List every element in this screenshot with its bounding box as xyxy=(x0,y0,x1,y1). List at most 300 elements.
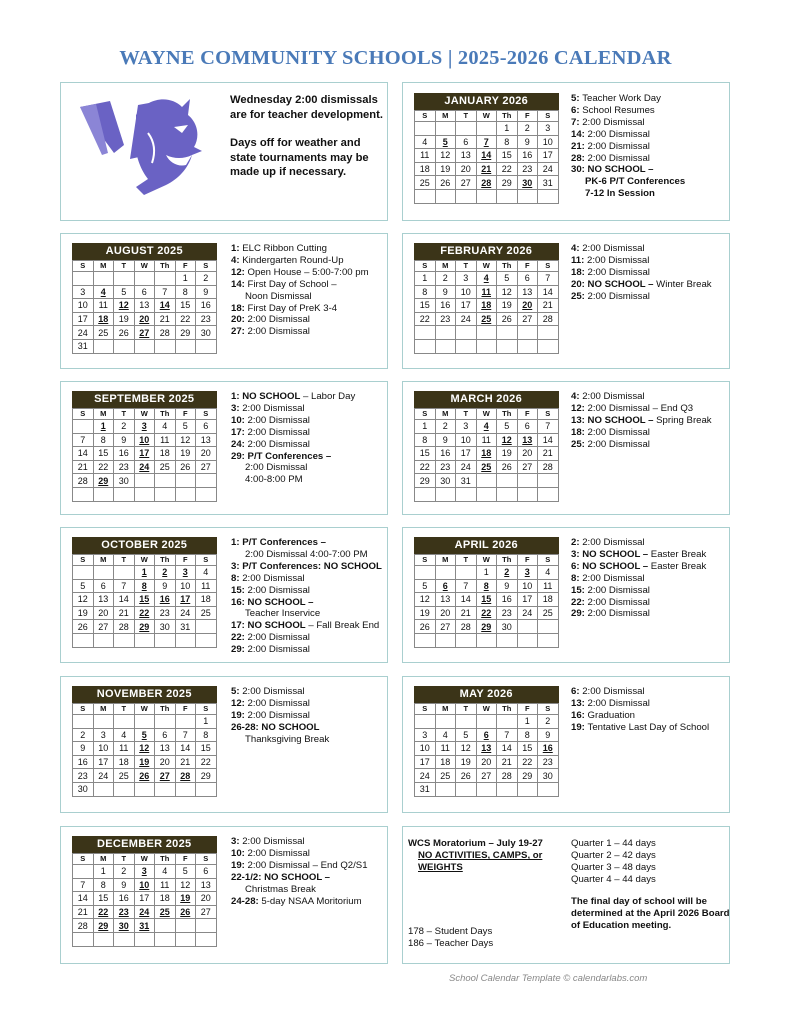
event-line xyxy=(231,462,355,474)
day-cell: 3 xyxy=(93,728,114,742)
day-cell: 11 xyxy=(435,742,456,756)
event-line xyxy=(571,585,706,597)
event-text: 2:00 Dismissal xyxy=(587,426,650,438)
event-text-suffix: Winter Break xyxy=(653,278,712,290)
weekday-header: T xyxy=(114,261,135,272)
day-cell: 9 xyxy=(73,742,94,756)
empty-day-cell xyxy=(134,782,155,796)
empty-day-cell xyxy=(538,326,559,340)
day-cell: 30 xyxy=(538,769,559,783)
event-text: 2:00 Dismissal xyxy=(582,686,645,697)
day-cell: 13 xyxy=(134,299,155,313)
day-cell: 18 xyxy=(196,593,217,607)
event-text: 2:00 Dismissal xyxy=(247,438,310,450)
event-text: 2:00 Dismissal xyxy=(587,254,650,266)
day-cell: 19 xyxy=(497,299,518,313)
weekday-header: M xyxy=(435,704,456,715)
month-grid-aug xyxy=(72,260,217,354)
day-cell: 3 xyxy=(73,285,94,299)
empty-day-cell xyxy=(73,932,94,946)
event-text: 2:00 Dismissal xyxy=(247,847,310,859)
day-cell: 15 xyxy=(93,447,114,461)
event-date: 6: xyxy=(571,560,583,572)
event-line xyxy=(571,686,709,698)
day-cell: 16 xyxy=(73,755,94,769)
weekday-header: Th xyxy=(155,704,176,715)
event-line xyxy=(231,573,382,585)
empty-day-cell xyxy=(134,715,155,729)
day-cell: 23 xyxy=(155,606,176,620)
day-cell: 21 xyxy=(456,606,477,620)
day-cell: 1 xyxy=(196,715,217,729)
day-cell: 19 xyxy=(497,447,518,461)
day-cell: 26 xyxy=(497,312,518,326)
day-cell: 3 xyxy=(456,272,477,286)
day-cell: 5 xyxy=(497,420,518,434)
weekday-header: Th xyxy=(155,555,176,566)
day-cell: 11 xyxy=(415,149,436,163)
day-cell: 26 xyxy=(134,769,155,783)
event-text: NO SCHOOL – xyxy=(582,548,649,560)
day-cell: 10 xyxy=(415,742,436,756)
day-cell: 16 xyxy=(155,593,176,607)
empty-day-cell xyxy=(456,566,477,580)
day-cell: 16 xyxy=(114,892,135,906)
empty-day-cell xyxy=(415,339,436,353)
month-grid-nov xyxy=(72,703,217,797)
day-cell: 24 xyxy=(175,606,196,620)
month-header-feb: FEBRUARY 2026 xyxy=(414,243,559,260)
day-cell: 17 xyxy=(93,755,114,769)
day-cell: 25 xyxy=(114,769,135,783)
event-text: Kindergarten Round-Up xyxy=(242,254,344,266)
weekday-header: T xyxy=(114,409,135,420)
weekday-header: F xyxy=(175,704,196,715)
event-line xyxy=(571,129,685,141)
day-cell: 6 xyxy=(456,135,477,149)
day-cell: 20 xyxy=(517,447,538,461)
empty-day-cell xyxy=(476,189,497,203)
weekday-header: S xyxy=(73,704,94,715)
day-cell: 5 xyxy=(175,865,196,879)
day-cell: 2 xyxy=(196,272,217,286)
wildcat-devil-logo-icon xyxy=(78,93,208,199)
event-date: 20: xyxy=(571,278,588,290)
empty-day-cell xyxy=(134,932,155,946)
day-cell: 11 xyxy=(114,742,135,756)
empty-day-cell xyxy=(155,782,176,796)
weekday-header: S xyxy=(538,111,559,122)
event-line xyxy=(231,326,369,338)
event-line xyxy=(571,722,709,734)
event-line xyxy=(231,255,369,267)
day-cell: 31 xyxy=(73,339,94,353)
weekday-header: W xyxy=(476,261,497,272)
event-line xyxy=(231,644,382,656)
empty-day-cell xyxy=(476,633,497,647)
empty-day-cell xyxy=(476,715,497,729)
day-cell: 18 xyxy=(415,162,436,176)
weekday-header: S xyxy=(73,555,94,566)
event-text: Christmas Break xyxy=(245,883,316,895)
event-line xyxy=(571,403,712,415)
day-cell: 3 xyxy=(175,566,196,580)
empty-day-cell xyxy=(73,566,94,580)
event-date: 21: xyxy=(571,140,588,152)
weekday-header: M xyxy=(435,261,456,272)
weekday-header: W xyxy=(476,704,497,715)
empty-day-cell xyxy=(435,782,456,796)
event-line xyxy=(571,176,685,188)
day-cell: 17 xyxy=(517,593,538,607)
empty-day-cell xyxy=(435,339,456,353)
weekday-header: W xyxy=(134,409,155,420)
day-cell: 24 xyxy=(415,769,436,783)
day-cell: 5 xyxy=(134,728,155,742)
day-cell: 9 xyxy=(114,878,135,892)
day-cell: 9 xyxy=(497,579,518,593)
day-cell: 26 xyxy=(73,620,94,634)
empty-day-cell xyxy=(497,326,518,340)
event-line xyxy=(571,439,712,451)
day-cell: 10 xyxy=(517,579,538,593)
day-cell: 22 xyxy=(134,606,155,620)
empty-day-cell xyxy=(73,633,94,647)
event-text: 5-day NSAA Moritorium xyxy=(261,895,362,907)
weekday-header: S xyxy=(73,261,94,272)
day-cell: 3 xyxy=(538,122,559,136)
event-date: 14: xyxy=(571,128,588,140)
day-cell: 15 xyxy=(134,593,155,607)
weekday-header: Th xyxy=(155,409,176,420)
event-line xyxy=(231,561,382,573)
event-text: 2:00 Dismissal xyxy=(242,836,305,847)
event-line xyxy=(231,303,369,315)
day-cell: 12 xyxy=(175,433,196,447)
event-text: 4:00-8:00 PM xyxy=(245,474,303,486)
day-cell: 4 xyxy=(155,865,176,879)
month-header-nov: NOVEMBER 2025 xyxy=(72,686,217,703)
day-cell: 15 xyxy=(497,149,518,163)
day-cell: 17 xyxy=(134,892,155,906)
day-cell: 6 xyxy=(476,728,497,742)
quarter-4: Quarter 4 – 44 days xyxy=(571,874,656,885)
day-cell: 27 xyxy=(196,905,217,919)
event-text: P/T Conferences – xyxy=(247,450,332,462)
day-cell: 4 xyxy=(435,728,456,742)
day-cell: 14 xyxy=(476,149,497,163)
day-cell: 9 xyxy=(435,285,456,299)
day-cell: 10 xyxy=(93,742,114,756)
month-grid-mar xyxy=(414,408,559,502)
weekday-header: M xyxy=(435,555,456,566)
event-line xyxy=(571,710,709,722)
empty-day-cell xyxy=(476,326,497,340)
day-cell: 7 xyxy=(73,878,94,892)
day-cell: 30 xyxy=(114,919,135,933)
day-cell: 15 xyxy=(93,892,114,906)
day-cell: 20 xyxy=(196,892,217,906)
day-cell: 19 xyxy=(435,162,456,176)
empty-day-cell xyxy=(538,633,559,647)
event-date: 14: xyxy=(231,278,248,290)
event-line xyxy=(571,597,706,609)
footer-credit: School Calendar Template © calendarlabs.com xyxy=(449,973,648,984)
day-cell: 12 xyxy=(415,593,436,607)
event-text: NO SCHOOL – xyxy=(587,164,654,176)
day-cell: 14 xyxy=(73,447,94,461)
event-date: 19: xyxy=(231,709,248,721)
day-cell: 11 xyxy=(476,433,497,447)
empty-day-cell xyxy=(196,919,217,933)
day-cell: 5 xyxy=(415,579,436,593)
day-cell: 14 xyxy=(114,593,135,607)
day-cell: 18 xyxy=(476,299,497,313)
empty-day-cell xyxy=(497,474,518,488)
day-cell: 21 xyxy=(73,460,94,474)
day-cell: 18 xyxy=(476,447,497,461)
day-cell: 30 xyxy=(497,620,518,634)
empty-day-cell xyxy=(114,633,135,647)
event-line xyxy=(231,734,329,746)
day-cell: 31 xyxy=(415,782,436,796)
event-date: 15: xyxy=(231,584,248,596)
empty-day-cell xyxy=(155,272,176,286)
weekday-header: S xyxy=(538,409,559,420)
event-line xyxy=(231,686,329,698)
event-line xyxy=(231,415,355,427)
event-text: 2:00 Dismissal xyxy=(582,243,645,254)
event-date: 8: xyxy=(231,572,243,584)
day-cell: 26 xyxy=(175,460,196,474)
day-cell: 21 xyxy=(538,299,559,313)
day-cell: 22 xyxy=(415,460,436,474)
day-cell: 13 xyxy=(435,593,456,607)
event-line xyxy=(231,896,368,908)
month-header-may: MAY 2026 xyxy=(414,686,559,703)
day-cell: 10 xyxy=(175,579,196,593)
day-cell: 3 xyxy=(517,566,538,580)
empty-day-cell xyxy=(415,633,436,647)
day-cell: 7 xyxy=(538,420,559,434)
day-cell: 11 xyxy=(93,299,114,313)
day-cell: 12 xyxy=(175,878,196,892)
day-cell: 20 xyxy=(517,299,538,313)
empty-day-cell xyxy=(497,339,518,353)
day-cell: 2 xyxy=(435,272,456,286)
event-line xyxy=(231,291,369,303)
event-date: 18: xyxy=(571,426,588,438)
event-text: 2:00 Dismissal xyxy=(242,572,305,584)
event-line xyxy=(571,188,685,200)
empty-day-cell xyxy=(517,782,538,796)
event-date: 25: xyxy=(571,438,588,450)
event-line xyxy=(571,141,685,153)
weekday-header: W xyxy=(134,261,155,272)
calendar-sep xyxy=(72,391,217,502)
day-cell: 24 xyxy=(134,460,155,474)
empty-day-cell xyxy=(196,339,217,353)
event-line xyxy=(571,164,685,176)
event-text: 2:00 Dismissal xyxy=(587,266,650,278)
event-date: 12: xyxy=(231,266,248,278)
event-line xyxy=(231,872,368,884)
event-line xyxy=(571,291,712,303)
day-cell: 1 xyxy=(517,715,538,729)
event-text: Graduation xyxy=(587,709,636,721)
weekday-header: M xyxy=(93,555,114,566)
day-cell: 24 xyxy=(456,312,477,326)
day-cell: 7 xyxy=(155,285,176,299)
event-text: NO SCHOOL – xyxy=(264,871,331,883)
day-cell: 19 xyxy=(134,755,155,769)
empty-day-cell xyxy=(517,620,538,634)
event-line xyxy=(571,153,685,165)
day-cell: 6 xyxy=(196,420,217,434)
day-cell: 28 xyxy=(73,919,94,933)
event-text: NO SCHOOL – xyxy=(587,414,654,426)
day-cell: 14 xyxy=(497,742,518,756)
empty-day-cell xyxy=(435,122,456,136)
calendar-dec xyxy=(72,836,217,947)
empty-day-cell xyxy=(456,782,477,796)
empty-day-cell xyxy=(114,566,135,580)
event-date: 20: xyxy=(231,314,248,326)
empty-day-cell xyxy=(175,633,196,647)
day-cell: 31 xyxy=(175,620,196,634)
day-cell: 1 xyxy=(497,122,518,136)
weekday-header: Th xyxy=(497,555,518,566)
day-cell: 2 xyxy=(538,715,559,729)
event-text: 2:00 Dismissal – End Q3 xyxy=(587,402,694,414)
moratorium-detail: NO ACTIVITIES, CAMPS, or WEIGHTS xyxy=(418,850,543,873)
day-cell: 25 xyxy=(93,326,114,340)
month-header-apr: APRIL 2026 xyxy=(414,537,559,554)
day-cell: 25 xyxy=(476,460,497,474)
day-cell: 16 xyxy=(196,299,217,313)
empty-day-cell xyxy=(155,715,176,729)
weekday-header: M xyxy=(435,409,456,420)
event-text: 2:00 Dismissal – End Q2/S1 xyxy=(247,859,368,871)
day-cell: 30 xyxy=(196,326,217,340)
day-cell: 31 xyxy=(538,176,559,190)
event-date: 22: xyxy=(571,596,588,608)
empty-day-cell xyxy=(415,122,436,136)
day-cell: 27 xyxy=(155,769,176,783)
day-cell: 29 xyxy=(134,620,155,634)
day-cell: 22 xyxy=(196,755,217,769)
event-date: 17: xyxy=(231,426,248,438)
day-cell: 13 xyxy=(196,878,217,892)
event-text: School Resumes xyxy=(582,104,655,116)
day-cell: 6 xyxy=(134,285,155,299)
day-counts xyxy=(408,926,493,950)
weekday-header: S xyxy=(73,854,94,865)
event-text: 2:00 Dismissal xyxy=(247,326,310,338)
day-cell: 9 xyxy=(435,433,456,447)
month-grid-dec xyxy=(72,853,217,947)
weekday-header: F xyxy=(517,261,538,272)
day-cell: 20 xyxy=(476,755,497,769)
day-cell: 8 xyxy=(175,285,196,299)
day-cell: 24 xyxy=(517,606,538,620)
day-cell: 28 xyxy=(114,620,135,634)
event-line xyxy=(231,884,368,896)
day-cell: 12 xyxy=(497,433,518,447)
day-cell: 10 xyxy=(134,433,155,447)
day-cell: 2 xyxy=(114,865,135,879)
day-cell: 24 xyxy=(538,162,559,176)
day-cell: 4 xyxy=(93,285,114,299)
event-date: 13: xyxy=(571,414,588,426)
day-cell: 7 xyxy=(114,579,135,593)
empty-day-cell xyxy=(155,633,176,647)
empty-day-cell xyxy=(517,339,538,353)
empty-day-cell xyxy=(196,474,217,488)
event-text-suffix: – Labor Day xyxy=(300,391,356,402)
event-text: Open House – 5:00-7:00 pm xyxy=(247,266,369,278)
weekday-header: Th xyxy=(497,111,518,122)
event-date: 29: xyxy=(231,644,248,656)
empty-day-cell xyxy=(497,189,518,203)
calendar-may xyxy=(414,686,559,797)
day-cell: 30 xyxy=(517,176,538,190)
empty-day-cell xyxy=(415,326,436,340)
event-line xyxy=(571,255,712,267)
event-date: 16: xyxy=(571,709,588,721)
day-cell: 4 xyxy=(476,272,497,286)
day-cell: 25 xyxy=(476,312,497,326)
day-cell: 7 xyxy=(73,433,94,447)
event-text: 2:00 Dismissal xyxy=(582,391,645,402)
event-text: 2:00 Dismissal xyxy=(587,697,650,709)
day-cell: 12 xyxy=(497,285,518,299)
day-cell: 29 xyxy=(517,769,538,783)
day-cell: 26 xyxy=(175,905,196,919)
empty-day-cell xyxy=(497,487,518,501)
event-text: 2:00 Dismissal 4:00-7:00 PM xyxy=(245,548,368,560)
day-cell: 24 xyxy=(134,905,155,919)
empty-day-cell xyxy=(476,474,497,488)
event-text: 2:00 Dismissal xyxy=(587,140,650,152)
day-cell: 25 xyxy=(415,176,436,190)
weekday-header: T xyxy=(114,854,135,865)
day-cell: 27 xyxy=(476,769,497,783)
event-line xyxy=(571,415,712,427)
empty-day-cell xyxy=(435,633,456,647)
month-grid-may xyxy=(414,703,559,797)
day-cell: 8 xyxy=(134,579,155,593)
day-cell: 5 xyxy=(175,420,196,434)
empty-day-cell xyxy=(476,339,497,353)
day-cell: 22 xyxy=(93,460,114,474)
day-cell: 20 xyxy=(155,755,176,769)
empty-day-cell xyxy=(114,487,135,501)
event-date: 11: xyxy=(571,254,588,266)
day-cell: 9 xyxy=(538,728,559,742)
event-text: Tentative Last Day of School xyxy=(587,721,710,733)
empty-day-cell xyxy=(517,487,538,501)
empty-day-cell xyxy=(175,715,196,729)
empty-day-cell xyxy=(196,620,217,634)
day-cell: 31 xyxy=(134,919,155,933)
empty-day-cell xyxy=(456,633,477,647)
day-cell: 29 xyxy=(93,919,114,933)
day-cell: 13 xyxy=(196,433,217,447)
event-date: 25: xyxy=(571,290,588,302)
empty-day-cell xyxy=(93,782,114,796)
day-cell: 7 xyxy=(175,728,196,742)
